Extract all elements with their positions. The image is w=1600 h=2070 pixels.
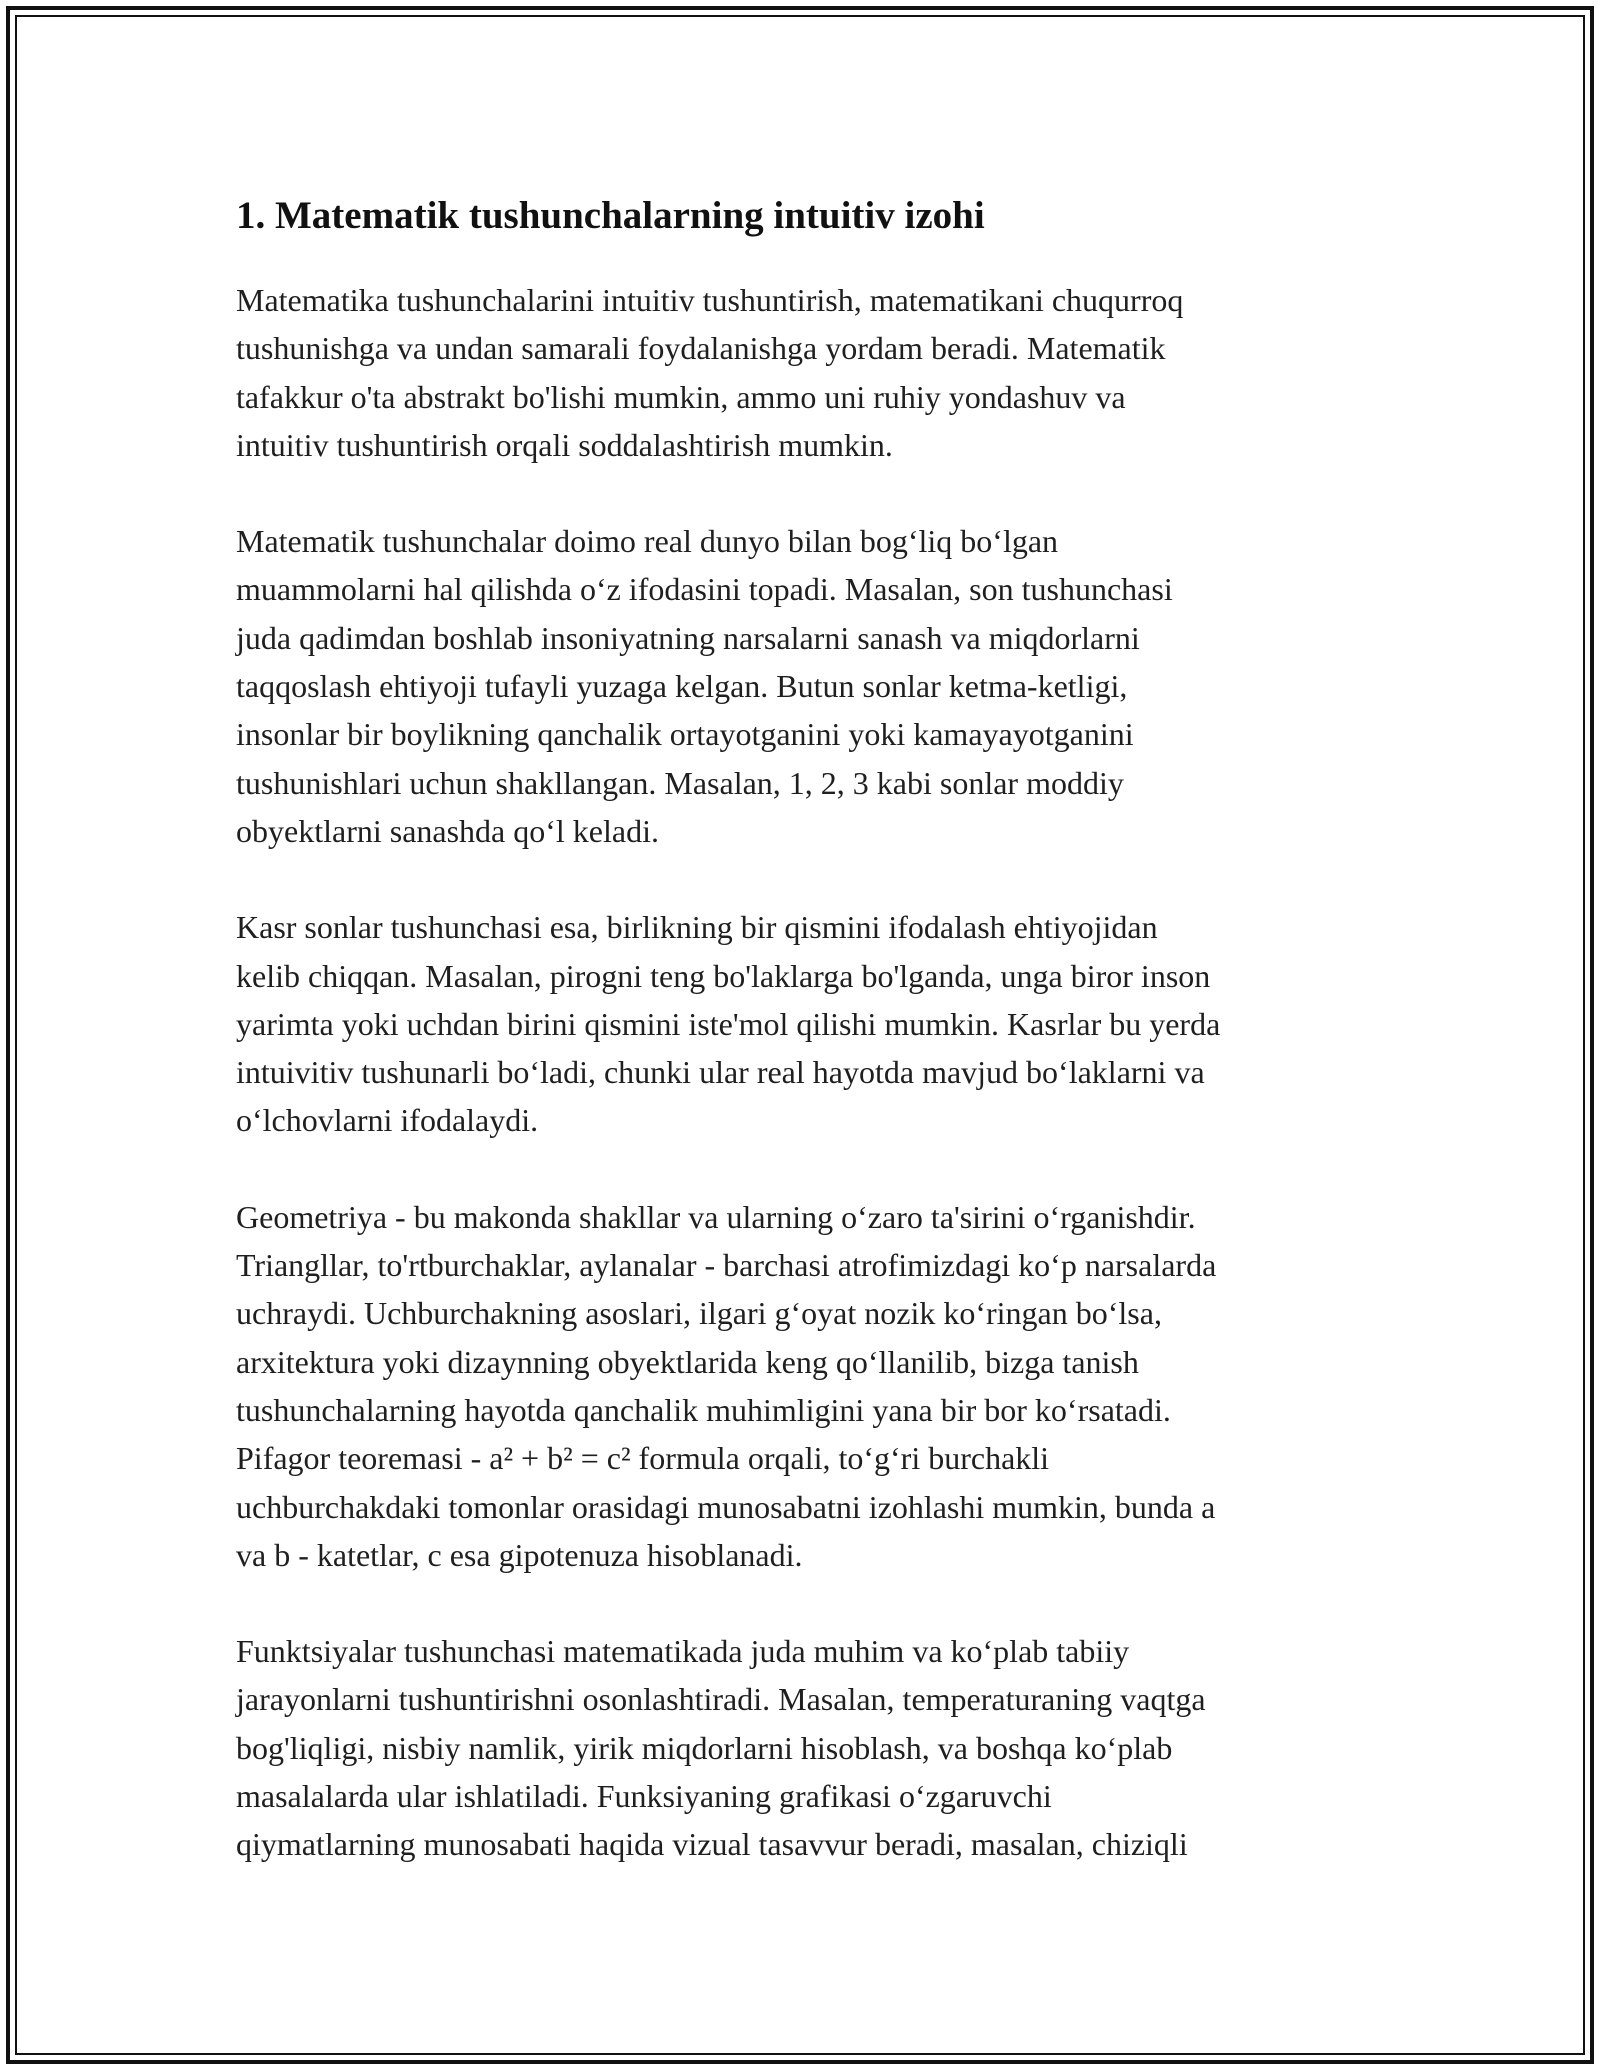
paragraph-numbers: Matematik tushunchalar doimo real dunyo bilan bogʻliq boʻlgan muammolarni hal qilishda oʻz ifodasini topadi. Masalan, son tushunchasi juda qadimdan boshlab insoniyatning narsalarni sanash va miqdorlarni taqqoslash ehtiyoji tufayli yuzaga kelgan. Butun sonlar ketma-ketligi, insonlar bir boylikning qanchalik ortayotganini yoki kamayayotganini tushunishlari uchun shakllangan. Masalan, 1, 2, 3 kabi sonlar moddiy obyektlarni sanashda qoʻl keladi. (236, 523, 1173, 849)
paragraph-functions: Funktsiyalar tushunchasi matematikada juda muhim va koʻplab tabiiy jarayonlarni tushuntirishni osonlashtiradi. Masalan, temperaturaning vaqtga bog'liqligi, nisbiy namlik, yirik miqdorlarni hisoblash, va boshqa koʻplab masalalarda ular ishlatiladi. Funksiyaning grafikasi oʻzgaruvchi qiymatlarning munosabati haqida vizual tasavvur beradi, masalan, chiziqli (236, 1633, 1206, 1863)
paragraph-geometry: Geometriya - bu makonda shakllar va ularning oʻzaro ta'sirini oʻrganishdir. Triangllar, to'rtburchaklar, aylanalar - barchasi atrofimizdagi koʻp narsalarda uchraydi. Uchburchakning asoslari, ilgari gʻoyat nozik koʻringan boʻlsa, arxitektura yoki dizaynning obyektlarida keng qoʻllanilib, bizga tanish tushunchalarning hayotda qanchalik muhimligini yana bir bor koʻrsatadi. Pifagor teoremasi - a² + b² = c² formula orqali, toʻgʻri burchakli uchburchakdaki tomonlar orasidagi munosabatni izohlashi mumkin, bunda a va b - katetlar, c esa gipotenuza hisoblanadi. (236, 1198, 1217, 1573)
paragraph-fractions: Kasr sonlar tushunchasi esa, birlikning bir qismini ifodalash ehtiyojidan kelib chiqqan. Masalan, pirogni teng bo'laklarga bo'lganda, unga biror inson yarimta yoki uchdan birini qismini iste'mol qilishi mumkin. Kasrlar bu yerda intuivitiv tushunarli boʻladi, chunki ular real hayotda mavjud boʻlaklarni va oʻlchovlarni ifodalaydi. (236, 909, 1221, 1139)
paragraph-intro: Matematika tushunchalarini intuitiv tushuntirish, matematikani chuqurroq tushunishga va undan samarali foydalanishga yordam beradi. Matematik tafakkur o'ta abstrakt bo'lishi mumkin, ammo uni ruhiy yondashuv va intuitiv tushuntirish orqali soddalashtirish mumkin. (236, 282, 1184, 463)
section-heading: 1. Matematik tushunchalarning intuitiv izohi (236, 194, 985, 237)
document-body (236, 186, 1376, 1917)
